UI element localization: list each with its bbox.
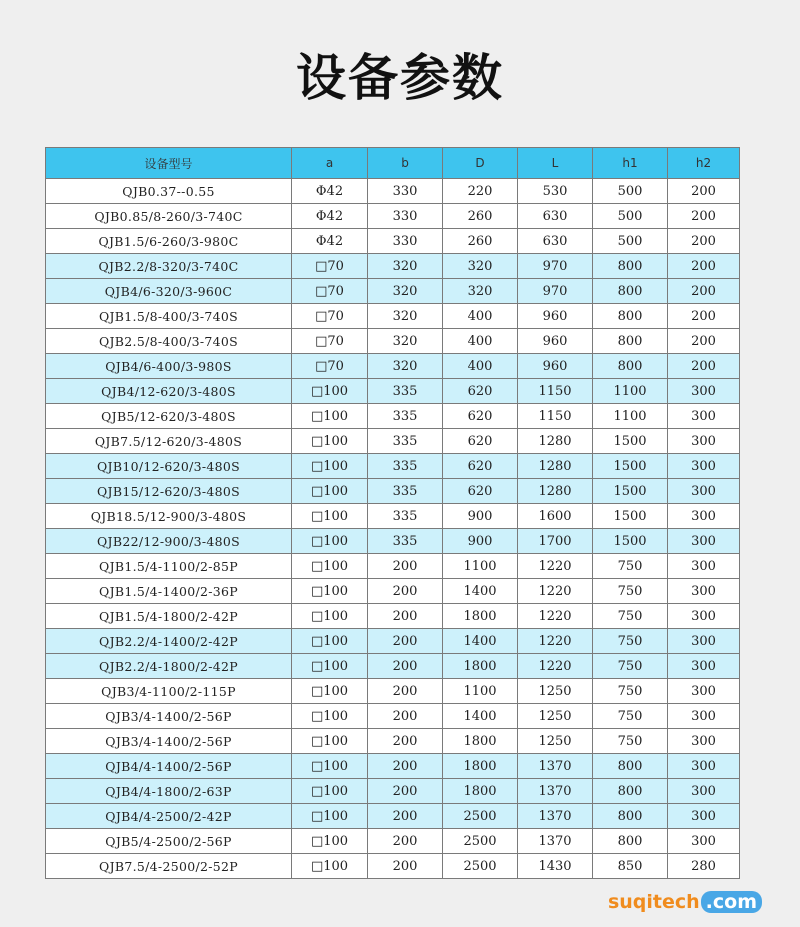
cell-h1: 750 [593,654,668,679]
cell-l: 960 [518,329,593,354]
cell-b: 200 [368,704,443,729]
cell-model: QJB10/12-620/3-480S [46,454,292,479]
cell-d: 620 [443,454,518,479]
cell-h1: 800 [593,779,668,804]
cell-h1: 850 [593,854,668,879]
cell-l: 1370 [518,829,593,854]
cell-d: 1800 [443,729,518,754]
cell-model: QJB0.37--0.55 [46,179,292,204]
cell-h2: 300 [668,629,740,654]
cell-b: 200 [368,729,443,754]
cell-l: 1220 [518,604,593,629]
cell-d: 320 [443,279,518,304]
table-row [46,304,740,329]
cell-d: 400 [443,304,518,329]
cell-d: 220 [443,179,518,204]
cell-d: 620 [443,379,518,404]
cell-h1: 1500 [593,479,668,504]
cell-model: QJB7.5/4-2500/2-52P [46,854,292,879]
table-row [46,179,740,204]
cell-d: 400 [443,329,518,354]
cell-b: 320 [368,354,443,379]
cell-a: Φ42 [292,204,368,229]
cell-model: QJB4/4-2500/2-42P [46,804,292,829]
table-row [46,329,740,354]
cell-b: 335 [368,429,443,454]
cell-a: □100 [292,554,368,579]
cell-a: □100 [292,479,368,504]
cell-h1: 800 [593,254,668,279]
cell-model: QJB2.2/4-1400/2-42P [46,629,292,654]
cell-model: QJB15/12-620/3-480S [46,479,292,504]
cell-h1: 750 [593,579,668,604]
cell-model: QJB22/12-900/3-480S [46,529,292,554]
cell-h2: 200 [668,354,740,379]
cell-a: □100 [292,379,368,404]
cell-h2: 300 [668,479,740,504]
table-row [46,279,740,304]
cell-b: 200 [368,679,443,704]
cell-h1: 800 [593,829,668,854]
header-h2: h2 [668,148,740,179]
cell-h1: 750 [593,629,668,654]
cell-d: 400 [443,354,518,379]
cell-d: 1100 [443,679,518,704]
cell-d: 620 [443,429,518,454]
cell-h1: 1100 [593,404,668,429]
cell-h1: 800 [593,304,668,329]
table-row [46,604,740,629]
table-row [46,854,740,879]
table-row [46,254,740,279]
cell-a: □100 [292,429,368,454]
cell-d: 1800 [443,754,518,779]
cell-a: □100 [292,854,368,879]
table-header-row [46,148,740,179]
cell-h2: 200 [668,279,740,304]
cell-a: □100 [292,654,368,679]
cell-a: □70 [292,329,368,354]
cell-b: 330 [368,179,443,204]
cell-model: QJB4/6-320/3-960C [46,279,292,304]
cell-h1: 500 [593,229,668,254]
cell-h2: 200 [668,304,740,329]
cell-h1: 1500 [593,504,668,529]
cell-a: □100 [292,579,368,604]
cell-a: □70 [292,354,368,379]
cell-l: 1600 [518,504,593,529]
cell-model: QJB5/12-620/3-480S [46,404,292,429]
cell-b: 200 [368,829,443,854]
cell-h2: 200 [668,179,740,204]
cell-a: □100 [292,729,368,754]
cell-b: 200 [368,754,443,779]
table-row [46,804,740,829]
table-row [46,554,740,579]
cell-h1: 750 [593,604,668,629]
cell-b: 320 [368,329,443,354]
table-row [46,229,740,254]
cell-b: 200 [368,604,443,629]
cell-h2: 300 [668,504,740,529]
table-row [46,579,740,604]
cell-d: 900 [443,504,518,529]
cell-l: 1220 [518,579,593,604]
cell-a: □100 [292,754,368,779]
cell-h1: 1100 [593,379,668,404]
cell-h2: 300 [668,754,740,779]
table-row [46,504,740,529]
cell-h2: 300 [668,429,740,454]
cell-h1: 500 [593,179,668,204]
cell-l: 1430 [518,854,593,879]
cell-b: 200 [368,779,443,804]
cell-l: 970 [518,254,593,279]
cell-h2: 300 [668,529,740,554]
cell-model: QJB2.2/8-320/3-740C [46,254,292,279]
cell-b: 335 [368,379,443,404]
cell-model: QJB4/4-1800/2-63P [46,779,292,804]
cell-h1: 1500 [593,429,668,454]
table-row [46,454,740,479]
cell-b: 335 [368,529,443,554]
cell-l: 1220 [518,629,593,654]
cell-d: 1400 [443,704,518,729]
header-b: b [368,148,443,179]
cell-a: □70 [292,279,368,304]
table-row [46,754,740,779]
cell-l: 1150 [518,404,593,429]
cell-model: QJB3/4-1400/2-56P [46,729,292,754]
cell-l: 960 [518,354,593,379]
table-row [46,429,740,454]
cell-h1: 1500 [593,454,668,479]
cell-b: 335 [368,454,443,479]
table-row [46,404,740,429]
cell-h2: 300 [668,679,740,704]
cell-h2: 300 [668,829,740,854]
cell-h1: 800 [593,754,668,779]
cell-a: □70 [292,254,368,279]
cell-h2: 200 [668,229,740,254]
cell-l: 1250 [518,704,593,729]
cell-d: 1800 [443,779,518,804]
header-d: D [443,148,518,179]
cell-model: QJB1.5/4-1100/2-85P [46,554,292,579]
cell-model: QJB1.5/6-260/3-980C [46,229,292,254]
site-watermark [608,891,762,913]
cell-h2: 200 [668,204,740,229]
cell-h2: 280 [668,854,740,879]
cell-h1: 750 [593,679,668,704]
cell-l: 1280 [518,429,593,454]
cell-h1: 500 [593,204,668,229]
cell-d: 2500 [443,854,518,879]
cell-a: □100 [292,829,368,854]
cell-model: QJB3/4-1400/2-56P [46,704,292,729]
cell-a: □100 [292,504,368,529]
cell-h1: 750 [593,729,668,754]
cell-h2: 300 [668,379,740,404]
cell-model: QJB2.2/4-1800/2-42P [46,654,292,679]
cell-a: □100 [292,529,368,554]
table-row [46,629,740,654]
cell-h2: 200 [668,329,740,354]
cell-h1: 750 [593,554,668,579]
cell-model: QJB4/4-1400/2-56P [46,754,292,779]
cell-h2: 300 [668,554,740,579]
cell-b: 330 [368,229,443,254]
cell-a: □100 [292,704,368,729]
cell-d: 1400 [443,579,518,604]
cell-h1: 800 [593,354,668,379]
watermark-domain-badge: .com [701,891,762,913]
table-row [46,779,740,804]
cell-model: QJB5/4-2500/2-56P [46,829,292,854]
equipment-parameters-table [45,147,740,879]
cell-b: 200 [368,554,443,579]
table-row [46,829,740,854]
cell-model: QJB1.5/4-1400/2-36P [46,579,292,604]
cell-h2: 300 [668,579,740,604]
cell-h1: 750 [593,704,668,729]
cell-h2: 300 [668,729,740,754]
table-row [46,379,740,404]
cell-l: 630 [518,229,593,254]
page-title: 设备参数 [296,49,504,107]
cell-b: 200 [368,654,443,679]
cell-b: 200 [368,804,443,829]
cell-model: QJB18.5/12-900/3-480S [46,504,292,529]
cell-d: 620 [443,479,518,504]
cell-model: QJB3/4-1100/2-115P [46,679,292,704]
table-row [46,479,740,504]
cell-h1: 800 [593,329,668,354]
table-row [46,354,740,379]
cell-l: 1370 [518,754,593,779]
header-a: a [292,148,368,179]
cell-d: 1800 [443,654,518,679]
cell-d: 1800 [443,604,518,629]
header-model: 设备型号 [46,148,292,179]
cell-b: 330 [368,204,443,229]
cell-a: □100 [292,804,368,829]
cell-d: 260 [443,204,518,229]
cell-model: QJB7.5/12-620/3-480S [46,429,292,454]
cell-b: 320 [368,304,443,329]
cell-d: 320 [443,254,518,279]
cell-a: □100 [292,779,368,804]
cell-l: 630 [518,204,593,229]
cell-a: □100 [292,404,368,429]
cell-model: QJB1.5/8-400/3-740S [46,304,292,329]
cell-a: Φ42 [292,229,368,254]
cell-a: □70 [292,304,368,329]
cell-d: 1400 [443,629,518,654]
cell-h2: 300 [668,604,740,629]
cell-model: QJB4/6-400/3-980S [46,354,292,379]
cell-h1: 800 [593,804,668,829]
cell-l: 1280 [518,454,593,479]
cell-b: 200 [368,629,443,654]
cell-l: 1370 [518,804,593,829]
table-row [46,204,740,229]
cell-h1: 800 [593,279,668,304]
cell-b: 320 [368,279,443,304]
table-row [46,679,740,704]
cell-d: 1100 [443,554,518,579]
header-l: L [518,148,593,179]
cell-l: 1250 [518,679,593,704]
cell-b: 335 [368,404,443,429]
table-row [46,654,740,679]
cell-l: 1280 [518,479,593,504]
cell-h2: 300 [668,704,740,729]
table-body [46,179,740,879]
table-row [46,529,740,554]
table-row [46,729,740,754]
cell-b: 200 [368,579,443,604]
cell-h2: 300 [668,804,740,829]
cell-l: 1370 [518,779,593,804]
cell-h2: 300 [668,779,740,804]
cell-d: 2500 [443,829,518,854]
cell-b: 200 [368,854,443,879]
cell-h2: 300 [668,454,740,479]
cell-l: 530 [518,179,593,204]
cell-l: 1220 [518,554,593,579]
cell-l: 1700 [518,529,593,554]
cell-d: 260 [443,229,518,254]
cell-model: QJB4/12-620/3-480S [46,379,292,404]
cell-d: 900 [443,529,518,554]
cell-d: 2500 [443,804,518,829]
cell-model: QJB1.5/4-1800/2-42P [46,604,292,629]
watermark-text: suqitech [607,891,700,913]
cell-a: Φ42 [292,179,368,204]
cell-b: 335 [368,504,443,529]
cell-l: 970 [518,279,593,304]
table-row [46,704,740,729]
cell-d: 620 [443,404,518,429]
cell-model: QJB0.85/8-260/3-740C [46,204,292,229]
cell-b: 320 [368,254,443,279]
cell-h2: 300 [668,404,740,429]
cell-model: QJB2.5/8-400/3-740S [46,329,292,354]
cell-h2: 300 [668,654,740,679]
cell-l: 1220 [518,654,593,679]
cell-l: 1150 [518,379,593,404]
cell-a: □100 [292,604,368,629]
header-h1: h1 [593,148,668,179]
cell-a: □100 [292,679,368,704]
cell-h2: 200 [668,254,740,279]
cell-a: □100 [292,629,368,654]
cell-b: 335 [368,479,443,504]
cell-h1: 1500 [593,529,668,554]
cell-a: □100 [292,454,368,479]
cell-l: 960 [518,304,593,329]
cell-l: 1250 [518,729,593,754]
